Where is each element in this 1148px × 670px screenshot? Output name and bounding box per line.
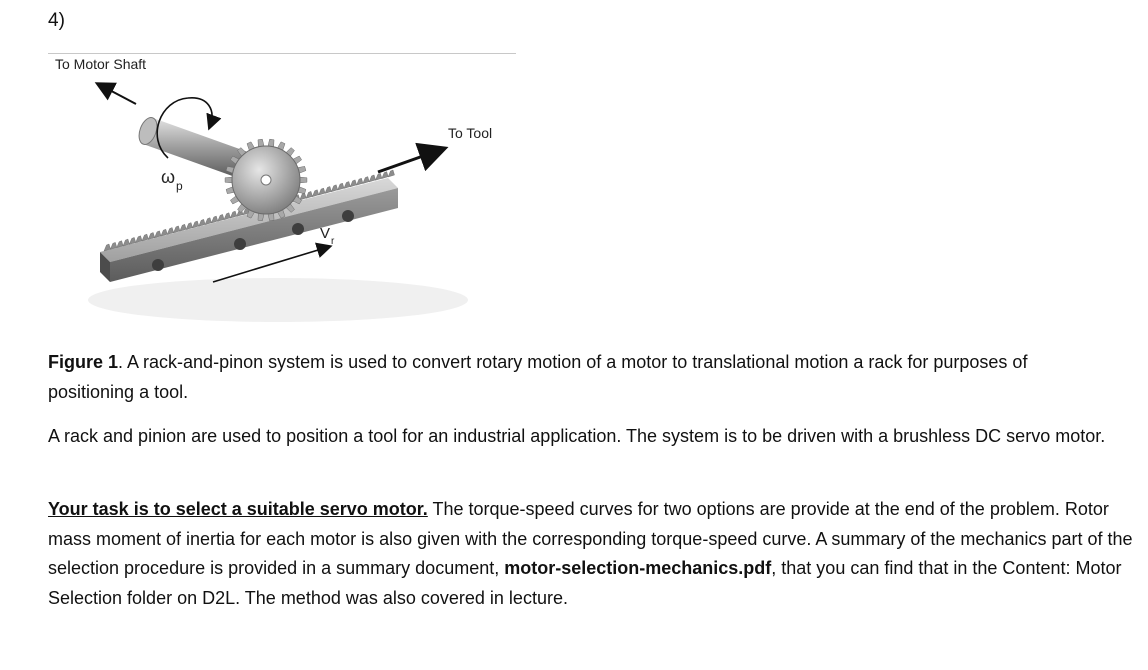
- rack-tooth: [218, 214, 225, 221]
- rack-tooth: [375, 173, 382, 180]
- figure-caption-text: . A rack-and-pinon system is used to convert rotary motion of a motor to translational motion a rack for purposes of positioning a tool.: [48, 352, 1028, 402]
- rack-tooth: [325, 186, 332, 193]
- rack-tooth: [230, 211, 237, 218]
- omega-subscript: p: [176, 179, 183, 193]
- figure-caption: [48, 348, 1058, 407]
- rack-tooth: [382, 172, 389, 179]
- tool-arrow: [378, 150, 440, 172]
- question-number: 4): [48, 10, 65, 31]
- rack-hole: [234, 238, 246, 250]
- rack-tooth: [224, 213, 231, 220]
- rack-tooth: [369, 175, 376, 182]
- rack-tooth: [363, 177, 370, 184]
- velocity-symbol: V: [320, 225, 331, 242]
- paragraph-intro: A rack and pinion are used to position a tool for an industrial application. The system is to be driven with a brushless DC servo motor.: [48, 426, 1106, 446]
- rack-tooth: [388, 170, 395, 177]
- label-to-tool: To Tool: [448, 125, 493, 141]
- rack-tooth: [344, 182, 351, 189]
- rack-tooth: [306, 191, 313, 198]
- rack-hole: [292, 223, 304, 235]
- rack-tooth: [338, 183, 345, 190]
- rack-tooth: [356, 178, 363, 185]
- figure-caption-label: Figure 1: [48, 352, 119, 372]
- rack-tooth: [350, 180, 357, 187]
- motor-shaft-arrow: [100, 85, 136, 104]
- paragraph-task: [48, 495, 1133, 613]
- task-text-2: , that you can find that in the Content: Motor Selection folder on D2L. The method was also covered in lecture.: [48, 558, 1122, 608]
- rack-and-pinion-figure: [48, 60, 518, 335]
- rack-tooth: [300, 193, 307, 200]
- shadow: [88, 278, 468, 322]
- rack-tooth: [319, 188, 326, 195]
- divider: [48, 53, 516, 54]
- velocity-subscript: r: [331, 236, 335, 247]
- task-text-1: The torque-speed curves for two options are provide at the end of the problem. Rotor mass moment of inertia for each motor is also given with the corresponding torque-speed curve. A summary of the mechanics part of the selection procedure is provided in a summary document,: [48, 499, 1133, 578]
- rack-tooth: [331, 185, 338, 192]
- rack-hole: [152, 259, 164, 271]
- velocity-arrow: [213, 247, 328, 282]
- label-to-motor-shaft: To Motor Shaft: [55, 56, 147, 72]
- rack-hole: [342, 210, 354, 222]
- rack-tooth: [312, 190, 319, 197]
- document-filename: motor-selection-mechanics.pdf: [504, 558, 772, 578]
- task-statement: Your task is to select a suitable servo motor.: [48, 499, 428, 519]
- omega-symbol: ω: [161, 167, 176, 187]
